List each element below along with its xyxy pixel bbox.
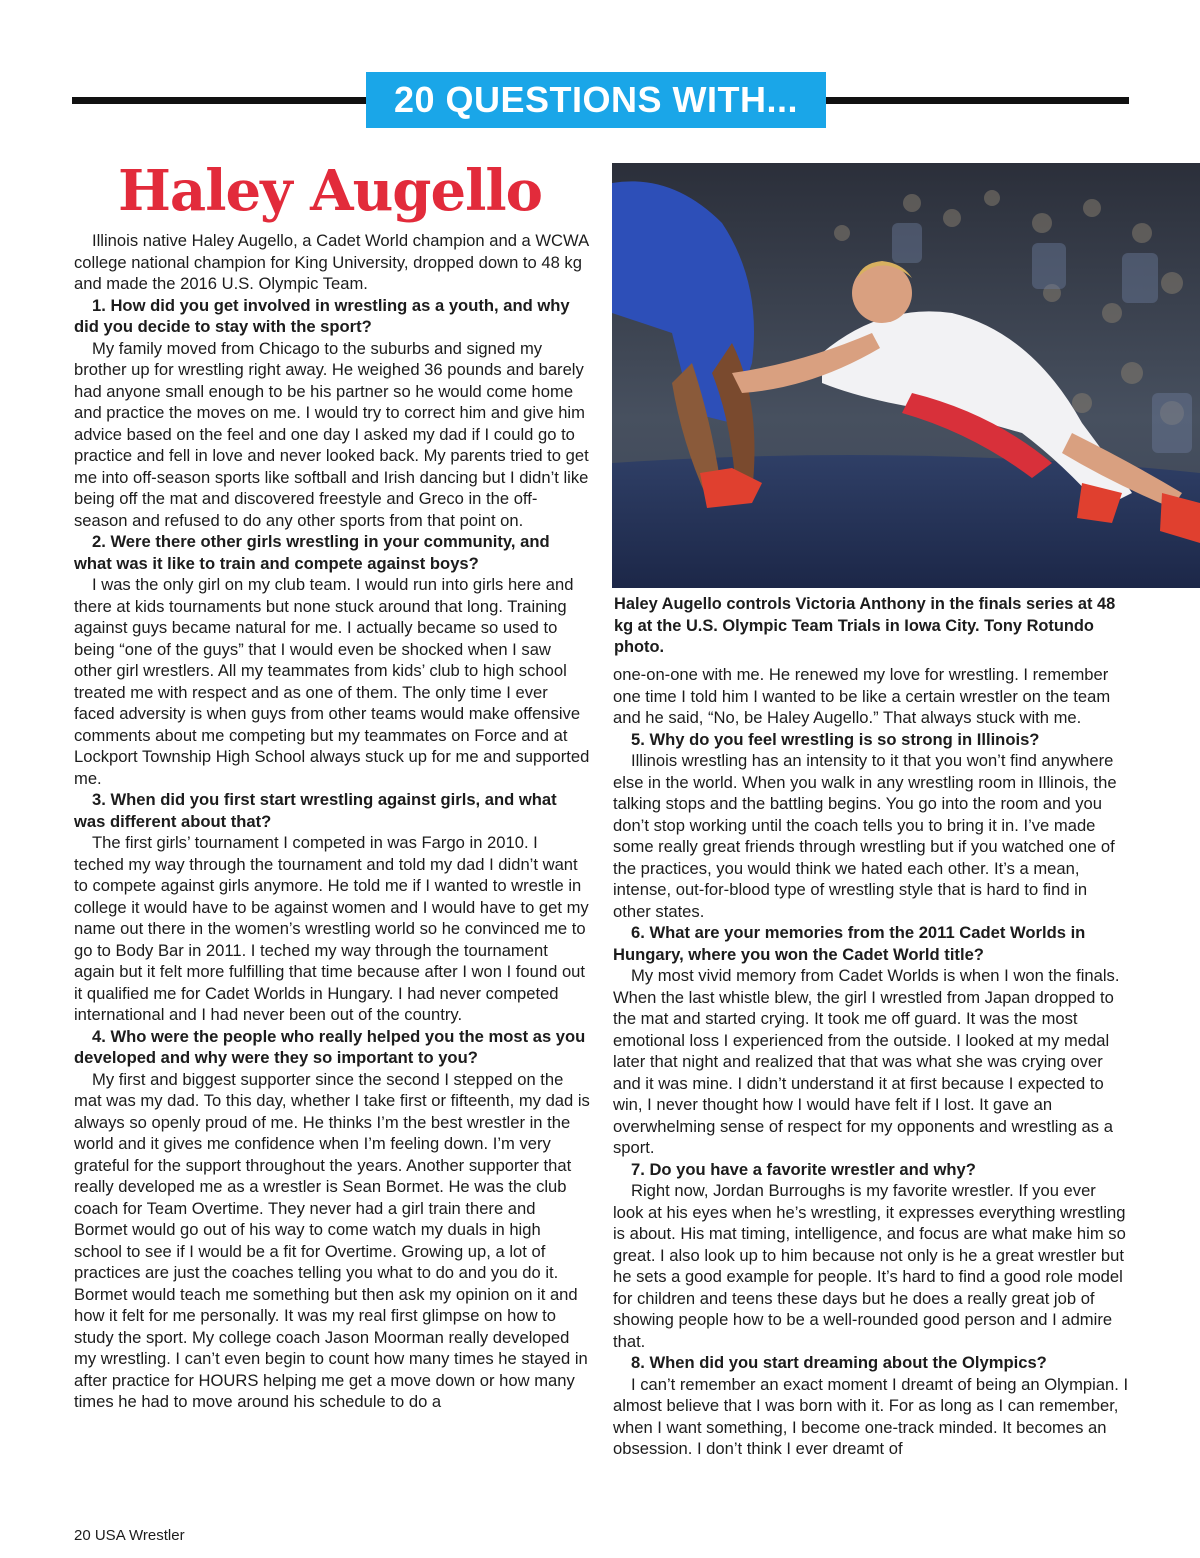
section-banner: 20 QUESTIONS WITH...	[366, 72, 826, 128]
answer-paragraph: My most vivid memory from Cadet Worlds is when I won the finals. When the last whistle blew, the girl I wrestled from Japan dropped to the mat and started crying. It took me off guard. It was the most emotional loss I experienced from the outside. I looked at my medal later that night and realized that that was what she was crying over and it was mine. I didn’t understand it at first because I expected to win, I never thought how I would have felt if I lost. It gave an overwhelming sense of respect for my opponents and wrestling as a sport.	[613, 966, 1120, 1157]
question: 5. Why do you feel wrestling is so strong in Illinois?	[631, 729, 1040, 749]
question: 8. When did you start dreaming about the Olympics?	[631, 1353, 1047, 1372]
answer-paragraph: I was the only girl on my club team. I would run into girls here and there at kids tournaments but none stuck around that long. Training against guys became natural for me. I actually became so used to being “one of the guys” that I would even be shocked when I saw other girl wrestlers. All my teammates from kids’ club to high school treated me with respect and as one of them. The only time I ever faced adversity is when guys from other teams would make offensive comments about me competing but my teammates on Force and at Lockport Township High School always stuck up for me and supported me.	[74, 575, 590, 788]
answer-paragraph: I can’t remember an exact moment I dreamt of being an Olympian. I almost believe that I was born with it. For as long as I can remember, when I want something, I become one-track minded. It becomes an obsession. I don’t think I ever dreamt of	[613, 1374, 1129, 1458]
answer-paragraph: Right now, Jordan Burroughs is my favorite wrestler. If you ever look at his eyes when he’s wrestling, it expresses everything wrestling is about. His mat timing, intelligence, and focus are what make him so great. I also look up to him because not only is he a great wrestler but he sets a good example for people. It’s hard to find a good role model for children and teens these days but he does a really great job of showing people how to be a well-rounded good person and I admire that.	[613, 1181, 1126, 1351]
article-column-left	[74, 230, 590, 1413]
question: 2. Were there other girls wrestling in your community, and what was it like to train and compete against boys?	[74, 532, 550, 573]
question: 3. When did you first start wrestling against girls, and what was different about that?	[74, 790, 557, 831]
header-rule-right	[822, 97, 1129, 104]
question: 1. How did you get involved in wrestling as a youth, and why did you decide to stay with the sport?	[74, 295, 570, 336]
question: 6. What are your memories from the 2011 Cadet Worlds in Hungary, where you won the Cadet World title?	[613, 923, 1086, 964]
answer-paragraph: My family moved from Chicago to the suburbs and signed my brother up for wrestling right away. He weighed 36 pounds and barely had anyone small enough to be his partner so he would come home and practice the moves on me. I would try to correct him and give him advice based on the feel and one day I asked my dad if I could go to practice and fell in love and never looked back. My parents tried to get me into off-season sports like softball and Irish dancing but I didn’t like being off the mat and discovered freestyle and Greco in the off-season and refused to do any other sports from that point on.	[74, 338, 589, 530]
answer-paragraph: one-on-one with me. He renewed my love for wrestling. I remember one time I told him I wanted to be like a certain wrestler on the team and he said, “No, be Haley Augello.” That always stuck with me.	[613, 665, 1111, 727]
answer-paragraph: The first girls’ tournament I competed in was Fargo in 2010. I teched my way through the tournament and told my dad I didn’t want to compete against girls anymore. He told me if I wanted to wrestle in college it would have to be against women and I would have to get my name out there in the women’s wrestling world so he convinced me to go to Body Bar in 2011. I teched my way through the tournament again but it felt more fulfilling that time because after I won I found out it qualified me for Cadet Worlds in Hungary. I had never competed international and I had never been out of the country.	[74, 833, 589, 1024]
page-footer: 20 USA Wrestler	[74, 1527, 185, 1544]
photo-caption: Haley Augello controls Victoria Anthony in the finals series at 48 kg at the U.S. Olympic Team Trials in Iowa City. Tony Rotundo photo.	[614, 595, 1116, 656]
header-rule-left	[72, 97, 372, 104]
answer-paragraph: Illinois native Haley Augello, a Cadet World champion and a WCWA college national champion for King University, dropped down to 48 kg and made the 2016 U.S. Olympic Team.	[74, 231, 589, 293]
question: 7. Do you have a favorite wrestler and why?	[631, 1159, 976, 1179]
article-title: Haley Augello	[118, 158, 542, 224]
answer-paragraph: Illinois wrestling has an intensity to it that you won’t find anywhere else in the world. When you walk in any wrestling room in Illinois, the talking stops and the battling begins. You go into the room and you don’t stop working until the coach tells you to bring it in. I’ve made some really great friends through wrestling but if you watched one of the practices, you would think we hated each other. It’s a mean, intense, out-for-blood type of wrestling style that is hard to find in other states.	[613, 751, 1117, 921]
question: 4. Who were the people who really helped you the most as you developed and why were they so important to you?	[74, 1026, 586, 1067]
article-column-right	[613, 664, 1129, 1460]
wrestling-photo	[612, 163, 1200, 588]
answer-paragraph: My first and biggest supporter since the second I stepped on the mat was my dad. To this day, whether I take first or fifteenth, my dad is always so openly proud of me. He thinks I’m the best wrestler in the world and it gives me confidence when I’m feeling down. I’m very grateful for the support throughout the years. Another supporter that really developed me as a wrestler is Sean Bormet. He was the club coach for Team Overtime. They never had a girl train there and Bormet would go out of his way to come watch my duals in high school to see if I would be a fit for Overtime. Growing up, a lot of practices are just the coaches telling you what to do and you do it. Bormet would teach me something but then ask my opinion on it and how it felt for me personally. It was my real first glimpse on how to study the sport. My college coach Jason Moorman really developed my wrestling. I can’t even begin to count how many times he stayed in after practice for HOURS helping me get a move down or how many times he had to move around his schedule to do a	[74, 1069, 590, 1411]
